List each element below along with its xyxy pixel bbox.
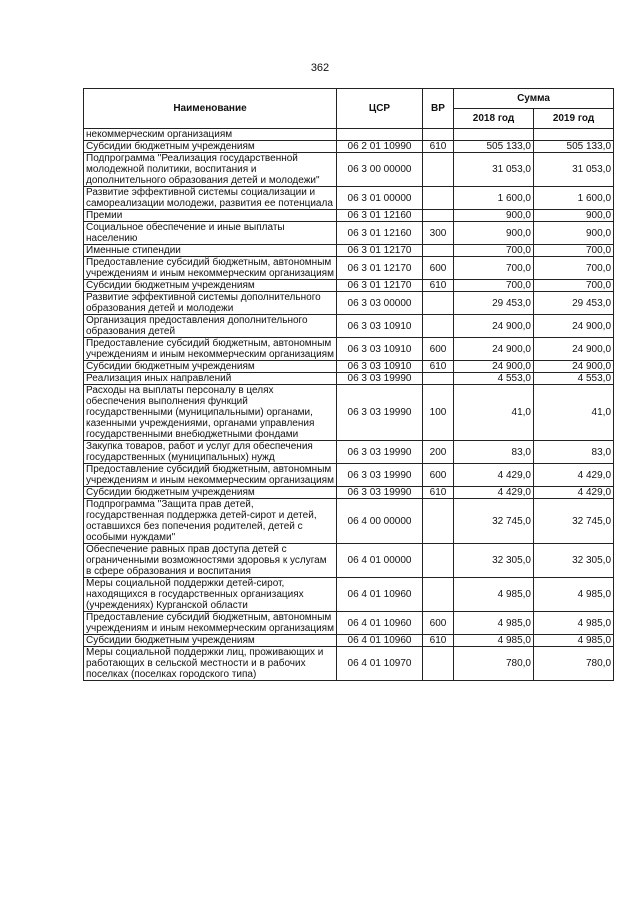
- table-row: [84, 373, 614, 385]
- cell-vr: 600: [423, 257, 454, 280]
- cell-sum-2019: 24 900,0: [534, 338, 614, 361]
- cell-vr: 610: [423, 635, 454, 647]
- cell-csr: 06 4 01 10960: [337, 635, 423, 647]
- cell-sum-2019: 700,0: [534, 257, 614, 280]
- cell-sum-2018: 29 453,0: [454, 292, 534, 315]
- table-row: [84, 499, 614, 544]
- cell-name: Предоставление субсидий бюджетным, автономным учреждениям и иным некоммерческим организациям: [84, 257, 337, 280]
- header-name: Наименование: [84, 89, 337, 129]
- cell-vr: [423, 499, 454, 544]
- cell-csr: 06 3 00 00000: [337, 153, 423, 187]
- cell-vr: 610: [423, 361, 454, 373]
- header-year-2018: 2018 год: [454, 109, 534, 129]
- cell-name: Предоставление субсидий бюджетным, автономным учреждениям и иным некоммерческим организациям: [84, 464, 337, 487]
- cell-csr: 06 3 03 19990: [337, 385, 423, 441]
- cell-sum-2019: 1 600,0: [534, 187, 614, 210]
- cell-name: Предоставление субсидий бюджетным, автономным учреждениям и иным некоммерческим организациям: [84, 612, 337, 635]
- cell-name: Реализация иных направлений: [84, 373, 337, 385]
- cell-sum-2019: 4 985,0: [534, 612, 614, 635]
- cell-sum-2018: 700,0: [454, 245, 534, 257]
- table-row: [84, 647, 614, 681]
- cell-sum-2019: 4 985,0: [534, 578, 614, 612]
- cell-sum-2019: 900,0: [534, 222, 614, 245]
- cell-name: Подпрограмма "Реализация государственной молодежной политики, воспитания и дополнительного образования детей и молодежи": [84, 153, 337, 187]
- cell-name: Расходы на выплаты персоналу в целях обеспечения выполнения функций государственными (муниципальными) органами, казенными учреждениями, органами управления государственными внебюджетными фондами: [84, 385, 337, 441]
- table-row: [84, 210, 614, 222]
- cell-name: Премии: [84, 210, 337, 222]
- cell-csr: 06 3 03 19990: [337, 441, 423, 464]
- cell-sum-2018: 505 133,0: [454, 141, 534, 153]
- cell-sum-2019: 83,0: [534, 441, 614, 464]
- cell-sum-2018: 700,0: [454, 280, 534, 292]
- cell-sum-2018: 4 553,0: [454, 373, 534, 385]
- table-row: [84, 141, 614, 153]
- cell-name: Субсидии бюджетным учреждениям: [84, 487, 337, 499]
- cell-sum-2019: 505 133,0: [534, 141, 614, 153]
- table-row: [84, 280, 614, 292]
- page-number: 362: [310, 62, 330, 74]
- table-row: [84, 187, 614, 210]
- cell-csr: 06 3 01 12170: [337, 280, 423, 292]
- cell-name: некоммерческим организациям: [84, 129, 337, 141]
- cell-csr: 06 3 01 12160: [337, 210, 423, 222]
- table-row: [84, 129, 614, 141]
- table-row: [84, 487, 614, 499]
- cell-name: Субсидии бюджетным учреждениям: [84, 361, 337, 373]
- cell-csr: 06 4 01 10970: [337, 647, 423, 681]
- cell-name: Социальное обеспечение и иные выплаты населению: [84, 222, 337, 245]
- cell-name: Предоставление субсидий бюджетным, автономным учреждениям и иным некоммерческим организациям: [84, 338, 337, 361]
- cell-sum-2018: 1 600,0: [454, 187, 534, 210]
- table-row: [84, 245, 614, 257]
- cell-sum-2018: 700,0: [454, 257, 534, 280]
- cell-vr: [423, 647, 454, 681]
- cell-sum-2018: 31 053,0: [454, 153, 534, 187]
- cell-sum-2018: 32 305,0: [454, 544, 534, 578]
- cell-name: Обеспечение равных прав доступа детей с ограниченными возможностями здоровья к услугам в сфере образования и воспитания: [84, 544, 337, 578]
- cell-sum-2018: 4 429,0: [454, 464, 534, 487]
- cell-csr: 06 3 01 12160: [337, 222, 423, 245]
- cell-csr: 06 3 03 10910: [337, 315, 423, 338]
- cell-name: Меры социальной поддержки детей-сирот, находящихся в государственных организациях (учреждениях) Курганской области: [84, 578, 337, 612]
- table-row: [84, 292, 614, 315]
- cell-csr: 06 4 01 10960: [337, 612, 423, 635]
- cell-name: Меры социальной поддержки лиц, проживающих и работающих в сельской местности и в рабочих поселках (поселках городского типа): [84, 647, 337, 681]
- table-row: [84, 464, 614, 487]
- cell-vr: 610: [423, 487, 454, 499]
- header-csr: ЦСР: [337, 89, 423, 129]
- table-row: [84, 612, 614, 635]
- cell-name: Организация предоставления дополнительного образования детей: [84, 315, 337, 338]
- cell-vr: [423, 129, 454, 141]
- cell-sum-2019: 24 900,0: [534, 315, 614, 338]
- cell-vr: [423, 292, 454, 315]
- cell-csr: 06 2 01 10990: [337, 141, 423, 153]
- cell-csr: 06 3 01 00000: [337, 187, 423, 210]
- cell-sum-2019: 32 305,0: [534, 544, 614, 578]
- table-body: [84, 129, 614, 681]
- cell-vr: 600: [423, 338, 454, 361]
- cell-sum-2019: 700,0: [534, 245, 614, 257]
- table-row: [84, 338, 614, 361]
- cell-vr: [423, 187, 454, 210]
- cell-vr: [423, 373, 454, 385]
- cell-name: Субсидии бюджетным учреждениям: [84, 280, 337, 292]
- cell-sum-2019: 4 429,0: [534, 464, 614, 487]
- cell-sum-2018: 24 900,0: [454, 338, 534, 361]
- cell-sum-2018: 41,0: [454, 385, 534, 441]
- cell-vr: 610: [423, 280, 454, 292]
- table-row: [84, 222, 614, 245]
- cell-csr: 06 4 00 00000: [337, 499, 423, 544]
- table-row: [84, 578, 614, 612]
- cell-sum-2019: [534, 129, 614, 141]
- cell-vr: 600: [423, 464, 454, 487]
- table-row: [84, 385, 614, 441]
- cell-csr: 06 3 03 19990: [337, 487, 423, 499]
- header-vr: ВР: [423, 89, 454, 129]
- cell-sum-2018: 4 985,0: [454, 635, 534, 647]
- cell-sum-2018: 900,0: [454, 210, 534, 222]
- cell-sum-2019: 32 745,0: [534, 499, 614, 544]
- cell-vr: 100: [423, 385, 454, 441]
- cell-sum-2019: 24 900,0: [534, 361, 614, 373]
- cell-sum-2018: 4 985,0: [454, 578, 534, 612]
- cell-sum-2018: 24 900,0: [454, 315, 534, 338]
- cell-name: Именные стипендии: [84, 245, 337, 257]
- cell-sum-2019: 41,0: [534, 385, 614, 441]
- cell-sum-2018: 900,0: [454, 222, 534, 245]
- table-row: [84, 441, 614, 464]
- table-row: [84, 361, 614, 373]
- cell-vr: [423, 245, 454, 257]
- cell-vr: 610: [423, 141, 454, 153]
- cell-sum-2019: 4 553,0: [534, 373, 614, 385]
- cell-sum-2019: 900,0: [534, 210, 614, 222]
- budget-table: [83, 88, 614, 681]
- cell-csr: 06 3 01 12170: [337, 257, 423, 280]
- table-row: [84, 544, 614, 578]
- cell-sum-2019: 780,0: [534, 647, 614, 681]
- cell-csr: 06 3 01 12170: [337, 245, 423, 257]
- cell-sum-2019: 31 053,0: [534, 153, 614, 187]
- header-sum: Сумма: [454, 89, 614, 109]
- cell-vr: [423, 153, 454, 187]
- cell-vr: [423, 578, 454, 612]
- cell-sum-2018: 83,0: [454, 441, 534, 464]
- cell-vr: [423, 210, 454, 222]
- table-row: [84, 153, 614, 187]
- cell-sum-2019: 4 985,0: [534, 635, 614, 647]
- cell-sum-2018: 4 429,0: [454, 487, 534, 499]
- cell-name: Развитие эффективной системы социализации и самореализации молодежи, развития ее потенциала: [84, 187, 337, 210]
- cell-name: Субсидии бюджетным учреждениям: [84, 141, 337, 153]
- cell-csr: 06 3 03 19990: [337, 373, 423, 385]
- table-row: [84, 315, 614, 338]
- cell-csr: 06 4 01 00000: [337, 544, 423, 578]
- cell-sum-2019: 700,0: [534, 280, 614, 292]
- cell-sum-2019: 4 429,0: [534, 487, 614, 499]
- cell-name: Закупка товаров, работ и услуг для обеспечения государственных (муниципальных) нужд: [84, 441, 337, 464]
- table-row: [84, 635, 614, 647]
- cell-vr: 200: [423, 441, 454, 464]
- cell-sum-2018: 32 745,0: [454, 499, 534, 544]
- cell-csr: 06 4 01 10960: [337, 578, 423, 612]
- cell-vr: [423, 544, 454, 578]
- cell-name: Подпрограмма "Защита прав детей, государственная поддержка детей-сирот и детей, оставшихся без попечения родителей, детей с особыми нуждами": [84, 499, 337, 544]
- cell-sum-2018: 24 900,0: [454, 361, 534, 373]
- cell-sum-2018: 780,0: [454, 647, 534, 681]
- cell-sum-2018: 4 985,0: [454, 612, 534, 635]
- cell-csr: 06 3 03 10910: [337, 361, 423, 373]
- cell-vr: 600: [423, 612, 454, 635]
- header-year-2019: 2019 год: [534, 109, 614, 129]
- cell-csr: 06 3 03 19990: [337, 464, 423, 487]
- cell-vr: 300: [423, 222, 454, 245]
- cell-csr: [337, 129, 423, 141]
- cell-vr: [423, 315, 454, 338]
- cell-csr: 06 3 03 10910: [337, 338, 423, 361]
- cell-name: Развитие эффективной системы дополнительного образования детей и молодежи: [84, 292, 337, 315]
- table-row: [84, 257, 614, 280]
- cell-name: Субсидии бюджетным учреждениям: [84, 635, 337, 647]
- cell-sum-2018: [454, 129, 534, 141]
- cell-sum-2019: 29 453,0: [534, 292, 614, 315]
- cell-csr: 06 3 03 00000: [337, 292, 423, 315]
